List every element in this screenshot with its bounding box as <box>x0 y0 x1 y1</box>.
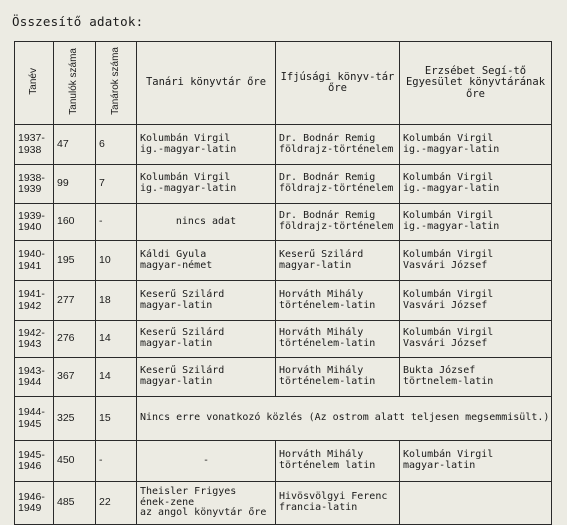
header-teachers: Tanárok száma <box>96 42 137 125</box>
table-row <box>15 441 552 482</box>
cell-students: 367 <box>54 358 96 397</box>
cell-line: Dr. Bodnár Remig <box>279 210 376 222</box>
cell-line: földrajz-történelem <box>279 221 394 232</box>
cell-erzsebet-library <box>400 125 552 165</box>
cell-teacher-library <box>137 165 276 204</box>
cell-erzsebet-library <box>400 204 552 241</box>
cell-line: Kolumbán Virgil <box>403 248 494 260</box>
header-youth-library: Ifjúsági könyv-tár őre <box>276 42 400 125</box>
header-erzsebet-library: Erzsébet Segí-tő Egyesület könyvtárának őre <box>400 42 552 125</box>
year-line: 1946 <box>18 460 42 472</box>
header-row <box>15 42 552 125</box>
table-row <box>15 482 552 525</box>
cell-youth-library <box>276 241 400 281</box>
cell-line: Kolumbán Virgil <box>403 172 494 184</box>
cell-line: Kolumbán Virgil <box>140 132 231 144</box>
cell-line: magyar-latin <box>140 299 213 311</box>
year-line: 1945 <box>18 417 42 430</box>
cell-youth-library <box>276 165 400 204</box>
cell-line: Vasvári József <box>403 259 488 271</box>
cell-youth-library <box>276 482 400 525</box>
cell-teachers: 15 <box>96 397 137 441</box>
cell-line: ig.-magyar-latin <box>140 183 237 194</box>
year-line: 1937- <box>18 132 45 145</box>
cell-line: ig.-magyar-latin <box>140 143 237 155</box>
cell-line: Horváth Mihály <box>279 327 364 339</box>
cell-line: törtnelem-latin <box>403 376 494 387</box>
cell-line: Kolumbán Virgil <box>403 210 494 222</box>
cell-teacher-library <box>137 281 276 321</box>
cell-youth-library <box>276 281 400 321</box>
year-line: 1946- <box>18 490 45 503</box>
cell-line: történelem-latin <box>279 376 376 387</box>
cell-line: Kolumbán Virgil <box>140 172 231 184</box>
header-teacher-library: Tanári könyvtár őre <box>137 42 276 125</box>
cell-line: ig.-magyar-latin <box>403 221 500 232</box>
page-title: Összesítő adatok: <box>12 14 144 29</box>
cell-teacher-library <box>137 482 276 525</box>
year-line: 1944 <box>18 376 42 388</box>
cell-students: 47 <box>54 125 96 165</box>
cell-year <box>15 125 54 165</box>
table-row <box>15 321 552 358</box>
cell-students: 450 <box>54 441 96 482</box>
cell-line: ének-zene <box>140 496 195 508</box>
cell-line: történelem-latin <box>279 299 376 311</box>
year-line: 1945- <box>18 448 45 461</box>
cell-line: - <box>202 454 210 466</box>
cell-students: 485 <box>54 482 96 525</box>
cell-teacher-library <box>137 441 276 482</box>
cell-year <box>15 281 54 321</box>
cell-teachers: 22 <box>96 482 137 525</box>
cell-line: Káldi Gyula <box>140 248 207 260</box>
cell-line: Kolumbán Virgil <box>403 132 494 144</box>
cell-line: Horváth Mihály <box>279 288 364 300</box>
cell-line: az angol könyvtár őre <box>140 507 267 519</box>
table-row <box>15 241 552 281</box>
table-row <box>15 358 552 397</box>
cell-line: magyar-latin <box>140 338 213 349</box>
cell-line: földrajz-történelem <box>279 183 394 194</box>
cell-year <box>15 204 54 241</box>
table-row <box>15 204 552 241</box>
year-line: 1938- <box>18 171 45 184</box>
cell-youth-library <box>276 204 400 241</box>
cell-line: magyar-latin <box>403 460 476 471</box>
cell-erzsebet-library <box>400 241 552 281</box>
cell-teachers: 14 <box>96 358 137 397</box>
cell-teachers: 6 <box>96 125 137 165</box>
table-row <box>15 281 552 321</box>
cell-line: Keserű Szilárd <box>279 248 364 260</box>
cell-line: földrajz-történelem <box>279 143 394 155</box>
year-line: 1941- <box>18 288 45 301</box>
cell-youth-library <box>276 441 400 482</box>
cell-youth-library <box>276 321 400 358</box>
cell-teacher-library <box>137 321 276 358</box>
cell-teacher-library <box>137 125 276 165</box>
cell-teachers: 7 <box>96 165 137 204</box>
summary-table <box>14 41 552 525</box>
cell-line: Hivösvölgyi Ferenc <box>279 491 388 503</box>
cell-line: magyar-német <box>140 259 213 271</box>
cell-line: Dr. Bodnár Remig <box>279 172 376 184</box>
cell-erzsebet-library <box>400 321 552 358</box>
cell-year <box>15 241 54 281</box>
cell-students: 160 <box>54 204 96 241</box>
table-body <box>15 125 552 525</box>
cell-students: 276 <box>54 321 96 358</box>
cell-erzsebet-library <box>400 358 552 397</box>
cell-teachers: - <box>96 204 137 241</box>
cell-teacher-library <box>137 241 276 281</box>
cell-year <box>15 397 54 441</box>
header-year: Tanév <box>15 42 54 125</box>
cell-line: Kolumbán Virgil <box>403 288 494 300</box>
cell-line: nincs adat <box>175 215 237 227</box>
year-line: 1938 <box>18 143 42 156</box>
table-row <box>15 125 552 165</box>
year-line: 1949 <box>18 502 42 514</box>
cell-line: Keserű Szilárd <box>140 365 225 377</box>
cell-line: Bukta József <box>403 365 476 377</box>
cell-students: 195 <box>54 241 96 281</box>
cell-year <box>15 358 54 397</box>
year-line: 1943 <box>18 338 42 350</box>
cell-year <box>15 165 54 204</box>
year-line: 1942- <box>18 326 45 339</box>
cell-erzsebet-library <box>400 441 552 482</box>
cell-teachers: - <box>96 441 137 482</box>
cell-youth-library <box>276 358 400 397</box>
year-line: 1939 <box>18 183 42 195</box>
cell-erzsebet-library <box>400 482 552 525</box>
cell-line: ig.-magyar-latin <box>403 143 500 155</box>
year-line: 1940- <box>18 248 45 261</box>
year-line: 1943- <box>18 364 45 377</box>
header-students: Tanulók száma <box>54 42 96 125</box>
cell-year <box>15 482 54 525</box>
cell-line: Horváth Mihály <box>279 365 364 377</box>
cell-year <box>15 321 54 358</box>
cell-students: 325 <box>54 397 96 441</box>
cell-teachers: 10 <box>96 241 137 281</box>
cell-line: Kolumbán Virgil <box>403 449 494 461</box>
cell-students: 99 <box>54 165 96 204</box>
cell-line: Keserű Szilárd <box>140 288 225 300</box>
cell-erzsebet-library <box>400 281 552 321</box>
cell-students: 277 <box>54 281 96 321</box>
cell-line: Kolumbán Virgil <box>403 327 494 339</box>
cell-line: Theisler Frigyes <box>140 485 237 497</box>
cell-teachers: 18 <box>96 281 137 321</box>
cell-note: Nincs erre vonatkozó közlés (Az ostrom alatt teljesen megsemmisült.) <box>137 397 552 441</box>
cell-line: francia-latin <box>279 502 358 513</box>
cell-erzsebet-library <box>400 165 552 204</box>
year-line: 1941 <box>18 259 42 272</box>
cell-teacher-library <box>137 358 276 397</box>
cell-line: ig.-magyar-latin <box>403 183 500 194</box>
cell-line: Horváth Mihály <box>279 449 364 461</box>
cell-year <box>15 441 54 482</box>
cell-youth-library <box>276 125 400 165</box>
table-row <box>15 397 552 441</box>
cell-line: történelem latin <box>279 460 376 471</box>
cell-line: Vasvári József <box>403 299 488 311</box>
cell-line: Keserű Szilárd <box>140 327 225 339</box>
cell-line: Vasvári József <box>403 338 488 349</box>
year-line: 1944- <box>18 406 45 419</box>
cell-line: Dr. Bodnár Remig <box>279 132 376 144</box>
year-line: 1942 <box>18 299 42 312</box>
cell-teachers: 14 <box>96 321 137 358</box>
cell-line: történelem-latin <box>279 338 376 349</box>
year-line: 1939- <box>18 209 45 222</box>
year-line: 1940 <box>18 221 42 233</box>
cell-line: magyar-latin <box>140 376 213 387</box>
table-row <box>15 165 552 204</box>
cell-teacher-library <box>137 204 276 241</box>
cell-line: magyar-latin <box>279 259 352 271</box>
